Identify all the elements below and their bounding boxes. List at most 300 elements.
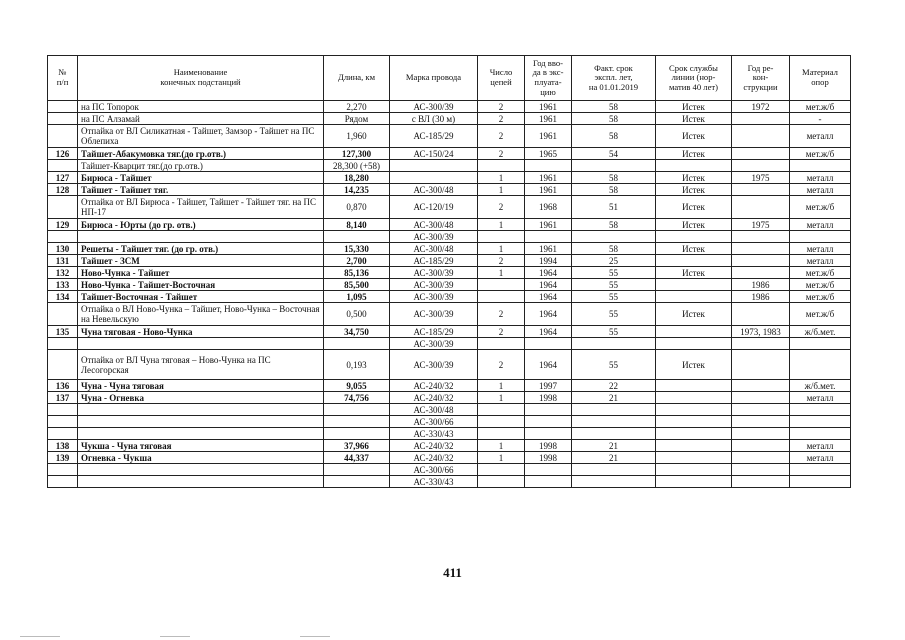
cell-service bbox=[656, 452, 732, 464]
cell-circuits bbox=[478, 291, 525, 303]
cell-material: мет.ж/б bbox=[790, 148, 851, 160]
cell-length: 8,140 bbox=[324, 219, 390, 231]
cell-service: Истек bbox=[656, 350, 732, 380]
cell-wire: АС-150/24 bbox=[390, 148, 478, 160]
table-row bbox=[48, 255, 851, 267]
cell-name: Отпайка от ВЛ Бирюса - Тайшет, Тайшет - Тайшет тяг. на ПС НП-17 bbox=[78, 196, 324, 219]
cell-num bbox=[48, 303, 78, 326]
cell-service bbox=[656, 255, 732, 267]
cell-circuits bbox=[478, 428, 525, 440]
cell-length bbox=[324, 231, 390, 243]
cell-wire: АС-300/66 bbox=[390, 416, 478, 428]
cell-year-in bbox=[525, 231, 572, 243]
table-row bbox=[48, 452, 851, 464]
cell-num bbox=[48, 196, 78, 219]
cell-length bbox=[324, 338, 390, 350]
cell-recon bbox=[732, 464, 790, 476]
cell-fact bbox=[572, 338, 656, 350]
cell-material: металл bbox=[790, 440, 851, 452]
cell-wire: АС-185/29 bbox=[390, 255, 478, 267]
header-year-in: Год вво- да в экс- плуата- цию bbox=[525, 56, 572, 101]
cell-num bbox=[48, 350, 78, 380]
cell-length bbox=[324, 428, 390, 440]
cell-length: 127,300 bbox=[324, 148, 390, 160]
cell-recon bbox=[732, 440, 790, 452]
cell-wire: АС-240/32 bbox=[390, 380, 478, 392]
cell-recon bbox=[732, 350, 790, 380]
cell-name: Чуна - Чуна тяговая bbox=[78, 380, 324, 392]
cell-recon bbox=[732, 160, 790, 172]
cell-length: 1,960 bbox=[324, 125, 390, 148]
cell-year-in: 1964 bbox=[525, 279, 572, 291]
cell-num: 127 bbox=[48, 172, 78, 184]
cell-circuits: 2 bbox=[478, 255, 525, 267]
cell-name: Тайшет-Кварцит тяг.(до гр.отв.) bbox=[78, 160, 324, 172]
cell-name: Решеты - Тайшет тяг. (до гр. отв.) bbox=[78, 243, 324, 255]
cell-material bbox=[790, 476, 851, 488]
table-row bbox=[48, 231, 851, 243]
cell-length: 18,280 bbox=[324, 172, 390, 184]
cell-service bbox=[656, 476, 732, 488]
cell-fact bbox=[572, 416, 656, 428]
cell-recon bbox=[732, 267, 790, 279]
cell-wire: АС-330/43 bbox=[390, 428, 478, 440]
cell-fact: 55 bbox=[572, 279, 656, 291]
cell-length: 14,235 bbox=[324, 184, 390, 196]
cell-service bbox=[656, 160, 732, 172]
cell-circuits: 1 bbox=[478, 392, 525, 404]
cell-length: 85,500 bbox=[324, 279, 390, 291]
cell-service bbox=[656, 392, 732, 404]
cell-year-in: 1964 bbox=[525, 303, 572, 326]
cell-length: 15,330 bbox=[324, 243, 390, 255]
cell-fact: 25 bbox=[572, 255, 656, 267]
cell-name: Чуна - Огневка bbox=[78, 392, 324, 404]
cell-wire: АС-300/39 bbox=[390, 350, 478, 380]
cell-material: металл bbox=[790, 219, 851, 231]
cell-year-in: 1968 bbox=[525, 196, 572, 219]
cell-length: 1,095 bbox=[324, 291, 390, 303]
cell-circuits: 1 bbox=[478, 380, 525, 392]
cell-length bbox=[324, 416, 390, 428]
cell-num: 130 bbox=[48, 243, 78, 255]
cell-length: 34,750 bbox=[324, 326, 390, 338]
header-service: Срок службы линии (нор- матив 40 лет) bbox=[656, 56, 732, 101]
cell-material: металл bbox=[790, 452, 851, 464]
cell-recon bbox=[732, 113, 790, 125]
cell-year-in bbox=[525, 416, 572, 428]
cell-num: 139 bbox=[48, 452, 78, 464]
cell-year-in: 1961 bbox=[525, 172, 572, 184]
cell-wire: АС-300/48 bbox=[390, 404, 478, 416]
cell-num bbox=[48, 338, 78, 350]
cell-length: 0,500 bbox=[324, 303, 390, 326]
cell-recon bbox=[732, 255, 790, 267]
table-row bbox=[48, 338, 851, 350]
cell-year-in bbox=[525, 464, 572, 476]
cell-recon bbox=[732, 338, 790, 350]
cell-name: на ПС Алзамай bbox=[78, 113, 324, 125]
cell-name bbox=[78, 338, 324, 350]
cell-service bbox=[656, 404, 732, 416]
cell-recon bbox=[732, 303, 790, 326]
cell-name: Чуна тяговая - Ново-Чунка bbox=[78, 326, 324, 338]
cell-service bbox=[656, 416, 732, 428]
cell-circuits: 1 bbox=[478, 440, 525, 452]
cell-name bbox=[78, 404, 324, 416]
cell-fact: 21 bbox=[572, 392, 656, 404]
cell-length: 44,337 bbox=[324, 452, 390, 464]
cell-num bbox=[48, 231, 78, 243]
cell-fact: 58 bbox=[572, 243, 656, 255]
cell-material: мет.ж/б bbox=[790, 291, 851, 303]
header-fact: Факт. срок экспл. лет, на 01.01.2019 bbox=[572, 56, 656, 101]
power-lines-table bbox=[47, 55, 851, 488]
cell-num: 133 bbox=[48, 279, 78, 291]
cell-fact: 22 bbox=[572, 380, 656, 392]
cell-service bbox=[656, 326, 732, 338]
cell-year-in: 1961 bbox=[525, 184, 572, 196]
cell-circuits: 1 bbox=[478, 172, 525, 184]
cell-fact bbox=[572, 231, 656, 243]
cell-material: металл bbox=[790, 125, 851, 148]
cell-circuits: 2 bbox=[478, 148, 525, 160]
cell-service: Истек bbox=[656, 219, 732, 231]
cell-year-in: 1964 bbox=[525, 267, 572, 279]
table-row bbox=[48, 160, 851, 172]
table-row bbox=[48, 219, 851, 231]
cell-recon: 1975 bbox=[732, 219, 790, 231]
cell-circuits: 1 bbox=[478, 184, 525, 196]
cell-name: Отпайка о ВЛ Ново-Чунка – Тайшет, Ново-Чунка – Восточная на Невельскую bbox=[78, 303, 324, 326]
cell-name: Бирюса - Тайшет bbox=[78, 172, 324, 184]
cell-wire: АС-120/19 bbox=[390, 196, 478, 219]
cell-material bbox=[790, 350, 851, 380]
cell-material bbox=[790, 428, 851, 440]
cell-material: металл bbox=[790, 184, 851, 196]
table-row bbox=[48, 476, 851, 488]
cell-name: Ново-Чунка - Тайшет-Восточная bbox=[78, 279, 324, 291]
cell-service: Истек bbox=[656, 184, 732, 196]
header-length: Длина, км bbox=[324, 56, 390, 101]
cell-wire: АС-185/29 bbox=[390, 125, 478, 148]
cell-service: Истек bbox=[656, 196, 732, 219]
cell-recon bbox=[732, 476, 790, 488]
cell-num bbox=[48, 101, 78, 113]
table-row bbox=[48, 243, 851, 255]
cell-num bbox=[48, 416, 78, 428]
cell-fact: 55 bbox=[572, 303, 656, 326]
cell-year-in: 1964 bbox=[525, 326, 572, 338]
cell-name bbox=[78, 464, 324, 476]
cell-service: Истек bbox=[656, 101, 732, 113]
page-number: 411 bbox=[443, 565, 462, 580]
cell-length: Рядом bbox=[324, 113, 390, 125]
cell-service: Истек bbox=[656, 113, 732, 125]
cell-service: Истек bbox=[656, 243, 732, 255]
cell-year-in: 1998 bbox=[525, 392, 572, 404]
cell-material: мет.ж/б bbox=[790, 101, 851, 113]
cell-num: 136 bbox=[48, 380, 78, 392]
table-row bbox=[48, 196, 851, 219]
cell-recon bbox=[732, 392, 790, 404]
cell-name bbox=[78, 416, 324, 428]
cell-recon: 1973, 1983 bbox=[732, 326, 790, 338]
cell-year-in: 1961 bbox=[525, 219, 572, 231]
cell-name: Тайшет - Тайшет тяг. bbox=[78, 184, 324, 196]
table-row bbox=[48, 279, 851, 291]
cell-fact: 51 bbox=[572, 196, 656, 219]
header-recon: Год ре- кон- струкции bbox=[732, 56, 790, 101]
cell-recon bbox=[732, 452, 790, 464]
cell-service: Истек bbox=[656, 125, 732, 148]
cell-year-in bbox=[525, 404, 572, 416]
cell-length bbox=[324, 476, 390, 488]
cell-circuits bbox=[478, 279, 525, 291]
table-row bbox=[48, 464, 851, 476]
cell-num: 137 bbox=[48, 392, 78, 404]
cell-name: Отпайка от ВЛ Чуна тяговая – Ново-Чунка на ПС Лесогорская bbox=[78, 350, 324, 380]
cell-num bbox=[48, 125, 78, 148]
cell-circuits: 1 bbox=[478, 243, 525, 255]
cell-service bbox=[656, 440, 732, 452]
cell-fact: 58 bbox=[572, 219, 656, 231]
cell-year-in: 1998 bbox=[525, 440, 572, 452]
cell-name: Тайшет-Абакумовка тяг.(до гр.отв.) bbox=[78, 148, 324, 160]
cell-fact bbox=[572, 476, 656, 488]
cell-circuits: 1 bbox=[478, 267, 525, 279]
cell-fact: 58 bbox=[572, 101, 656, 113]
cell-year-in: 1994 bbox=[525, 255, 572, 267]
cell-service bbox=[656, 380, 732, 392]
cell-wire: АС-300/39 bbox=[390, 267, 478, 279]
cell-recon bbox=[732, 148, 790, 160]
cell-material bbox=[790, 231, 851, 243]
table-row bbox=[48, 350, 851, 380]
cell-name: Бирюса - Юрты (до гр. отв.) bbox=[78, 219, 324, 231]
cell-material bbox=[790, 404, 851, 416]
cell-fact: 55 bbox=[572, 267, 656, 279]
table-row bbox=[48, 113, 851, 125]
table-header-row bbox=[48, 56, 851, 101]
table-row bbox=[48, 440, 851, 452]
cell-fact: 58 bbox=[572, 184, 656, 196]
cell-circuits bbox=[478, 404, 525, 416]
cell-fact: 58 bbox=[572, 172, 656, 184]
cell-fact bbox=[572, 464, 656, 476]
cell-fact: 58 bbox=[572, 125, 656, 148]
cell-length: 85,136 bbox=[324, 267, 390, 279]
header-material: Материал опор bbox=[790, 56, 851, 101]
cell-fact: 55 bbox=[572, 291, 656, 303]
cell-wire: АС-300/48 bbox=[390, 184, 478, 196]
cell-wire: АС-300/39 bbox=[390, 101, 478, 113]
cell-recon bbox=[732, 416, 790, 428]
cell-circuits bbox=[478, 476, 525, 488]
cell-wire bbox=[390, 160, 478, 172]
scan-artifact-line bbox=[20, 636, 60, 637]
cell-service: Истек bbox=[656, 172, 732, 184]
table-row bbox=[48, 303, 851, 326]
table-row bbox=[48, 326, 851, 338]
cell-recon bbox=[732, 380, 790, 392]
cell-recon bbox=[732, 125, 790, 148]
cell-year-in: 1961 bbox=[525, 101, 572, 113]
table-row bbox=[48, 380, 851, 392]
table-row bbox=[48, 291, 851, 303]
cell-fact: 55 bbox=[572, 326, 656, 338]
cell-wire: АС-300/66 bbox=[390, 464, 478, 476]
scan-artifact-line bbox=[300, 636, 330, 637]
cell-fact bbox=[572, 160, 656, 172]
cell-circuits bbox=[478, 416, 525, 428]
cell-year-in: 1961 bbox=[525, 243, 572, 255]
cell-wire bbox=[390, 172, 478, 184]
table-row bbox=[48, 267, 851, 279]
cell-num: 134 bbox=[48, 291, 78, 303]
cell-material: мет.ж/б bbox=[790, 279, 851, 291]
cell-wire: АС-240/32 bbox=[390, 440, 478, 452]
cell-wire: с ВЛ (30 м) bbox=[390, 113, 478, 125]
cell-year-in: 1961 bbox=[525, 113, 572, 125]
cell-name: на ПС Топорок bbox=[78, 101, 324, 113]
cell-year-in: 1961 bbox=[525, 125, 572, 148]
cell-num bbox=[48, 464, 78, 476]
cell-recon: 1972 bbox=[732, 101, 790, 113]
cell-service: Истек bbox=[656, 303, 732, 326]
cell-length: 37,966 bbox=[324, 440, 390, 452]
cell-material: металл bbox=[790, 243, 851, 255]
cell-wire: АС-185/29 bbox=[390, 326, 478, 338]
cell-material bbox=[790, 416, 851, 428]
cell-recon: 1986 bbox=[732, 279, 790, 291]
cell-num: 129 bbox=[48, 219, 78, 231]
cell-year-in: 1997 bbox=[525, 380, 572, 392]
header-wire: Марка провода bbox=[390, 56, 478, 101]
cell-num: 135 bbox=[48, 326, 78, 338]
cell-fact: 21 bbox=[572, 440, 656, 452]
cell-recon bbox=[732, 243, 790, 255]
cell-wire: АС-300/48 bbox=[390, 219, 478, 231]
cell-num bbox=[48, 428, 78, 440]
cell-circuits: 2 bbox=[478, 113, 525, 125]
cell-length: 74,756 bbox=[324, 392, 390, 404]
cell-year-in: 1964 bbox=[525, 350, 572, 380]
cell-material bbox=[790, 160, 851, 172]
cell-fact bbox=[572, 404, 656, 416]
cell-service bbox=[656, 464, 732, 476]
cell-wire: АС-240/32 bbox=[390, 452, 478, 464]
cell-circuits: 2 bbox=[478, 101, 525, 113]
cell-fact: 55 bbox=[572, 350, 656, 380]
cell-name: Огневка - Чукша bbox=[78, 452, 324, 464]
cell-num bbox=[48, 160, 78, 172]
cell-circuits bbox=[478, 464, 525, 476]
cell-wire: АС-300/39 bbox=[390, 231, 478, 243]
cell-num: 128 bbox=[48, 184, 78, 196]
cell-circuits bbox=[478, 231, 525, 243]
cell-wire: АС-300/39 bbox=[390, 291, 478, 303]
cell-service bbox=[656, 279, 732, 291]
cell-year-in bbox=[525, 338, 572, 350]
cell-length: 2,700 bbox=[324, 255, 390, 267]
cell-name bbox=[78, 428, 324, 440]
cell-length: 9,055 bbox=[324, 380, 390, 392]
cell-name bbox=[78, 231, 324, 243]
cell-year-in: 1964 bbox=[525, 291, 572, 303]
table-row bbox=[48, 428, 851, 440]
table-row bbox=[48, 101, 851, 113]
table-row bbox=[48, 148, 851, 160]
table-row bbox=[48, 172, 851, 184]
cell-service: Истек bbox=[656, 267, 732, 279]
cell-wire: АС-240/32 bbox=[390, 392, 478, 404]
cell-name: Чукша - Чуна тяговая bbox=[78, 440, 324, 452]
cell-service bbox=[656, 428, 732, 440]
cell-fact bbox=[572, 428, 656, 440]
cell-wire: АС-300/39 bbox=[390, 279, 478, 291]
cell-material: - bbox=[790, 113, 851, 125]
scan-artifact-line bbox=[160, 636, 190, 637]
table-row bbox=[48, 125, 851, 148]
cell-circuits: 1 bbox=[478, 219, 525, 231]
cell-material: ж/б.мет. bbox=[790, 380, 851, 392]
cell-wire: АС-300/39 bbox=[390, 303, 478, 326]
cell-length bbox=[324, 404, 390, 416]
cell-material: мет.ж/б bbox=[790, 303, 851, 326]
cell-material: ж/б.мет. bbox=[790, 326, 851, 338]
cell-circuits: 2 bbox=[478, 303, 525, 326]
cell-wire: АС-300/48 bbox=[390, 243, 478, 255]
cell-name: Тайшет - ЗСМ bbox=[78, 255, 324, 267]
cell-recon: 1975 bbox=[732, 172, 790, 184]
cell-recon bbox=[732, 404, 790, 416]
cell-year-in bbox=[525, 160, 572, 172]
header-num: № п/п bbox=[48, 56, 78, 101]
cell-circuits: 1 bbox=[478, 452, 525, 464]
cell-material bbox=[790, 338, 851, 350]
cell-recon bbox=[732, 184, 790, 196]
cell-length: 0,870 bbox=[324, 196, 390, 219]
cell-num: 131 bbox=[48, 255, 78, 267]
cell-fact: 54 bbox=[572, 148, 656, 160]
cell-recon bbox=[732, 428, 790, 440]
cell-service bbox=[656, 291, 732, 303]
cell-num: 132 bbox=[48, 267, 78, 279]
cell-num bbox=[48, 476, 78, 488]
cell-name: Тайшет-Восточная - Тайшет bbox=[78, 291, 324, 303]
cell-circuits bbox=[478, 338, 525, 350]
cell-material bbox=[790, 464, 851, 476]
table-row bbox=[48, 416, 851, 428]
cell-year-in bbox=[525, 428, 572, 440]
cell-service: Истек bbox=[656, 148, 732, 160]
cell-recon bbox=[732, 196, 790, 219]
header-name: Наименование конечных подстанций bbox=[78, 56, 324, 101]
cell-name bbox=[78, 476, 324, 488]
cell-material: металл bbox=[790, 255, 851, 267]
cell-service bbox=[656, 338, 732, 350]
cell-material: мет.ж/б bbox=[790, 267, 851, 279]
cell-wire: АС-330/43 bbox=[390, 476, 478, 488]
cell-year-in: 1998 bbox=[525, 452, 572, 464]
cell-circuits: 2 bbox=[478, 196, 525, 219]
cell-service bbox=[656, 231, 732, 243]
cell-circuits bbox=[478, 160, 525, 172]
cell-num: 126 bbox=[48, 148, 78, 160]
cell-length: 0,193 bbox=[324, 350, 390, 380]
cell-num bbox=[48, 404, 78, 416]
